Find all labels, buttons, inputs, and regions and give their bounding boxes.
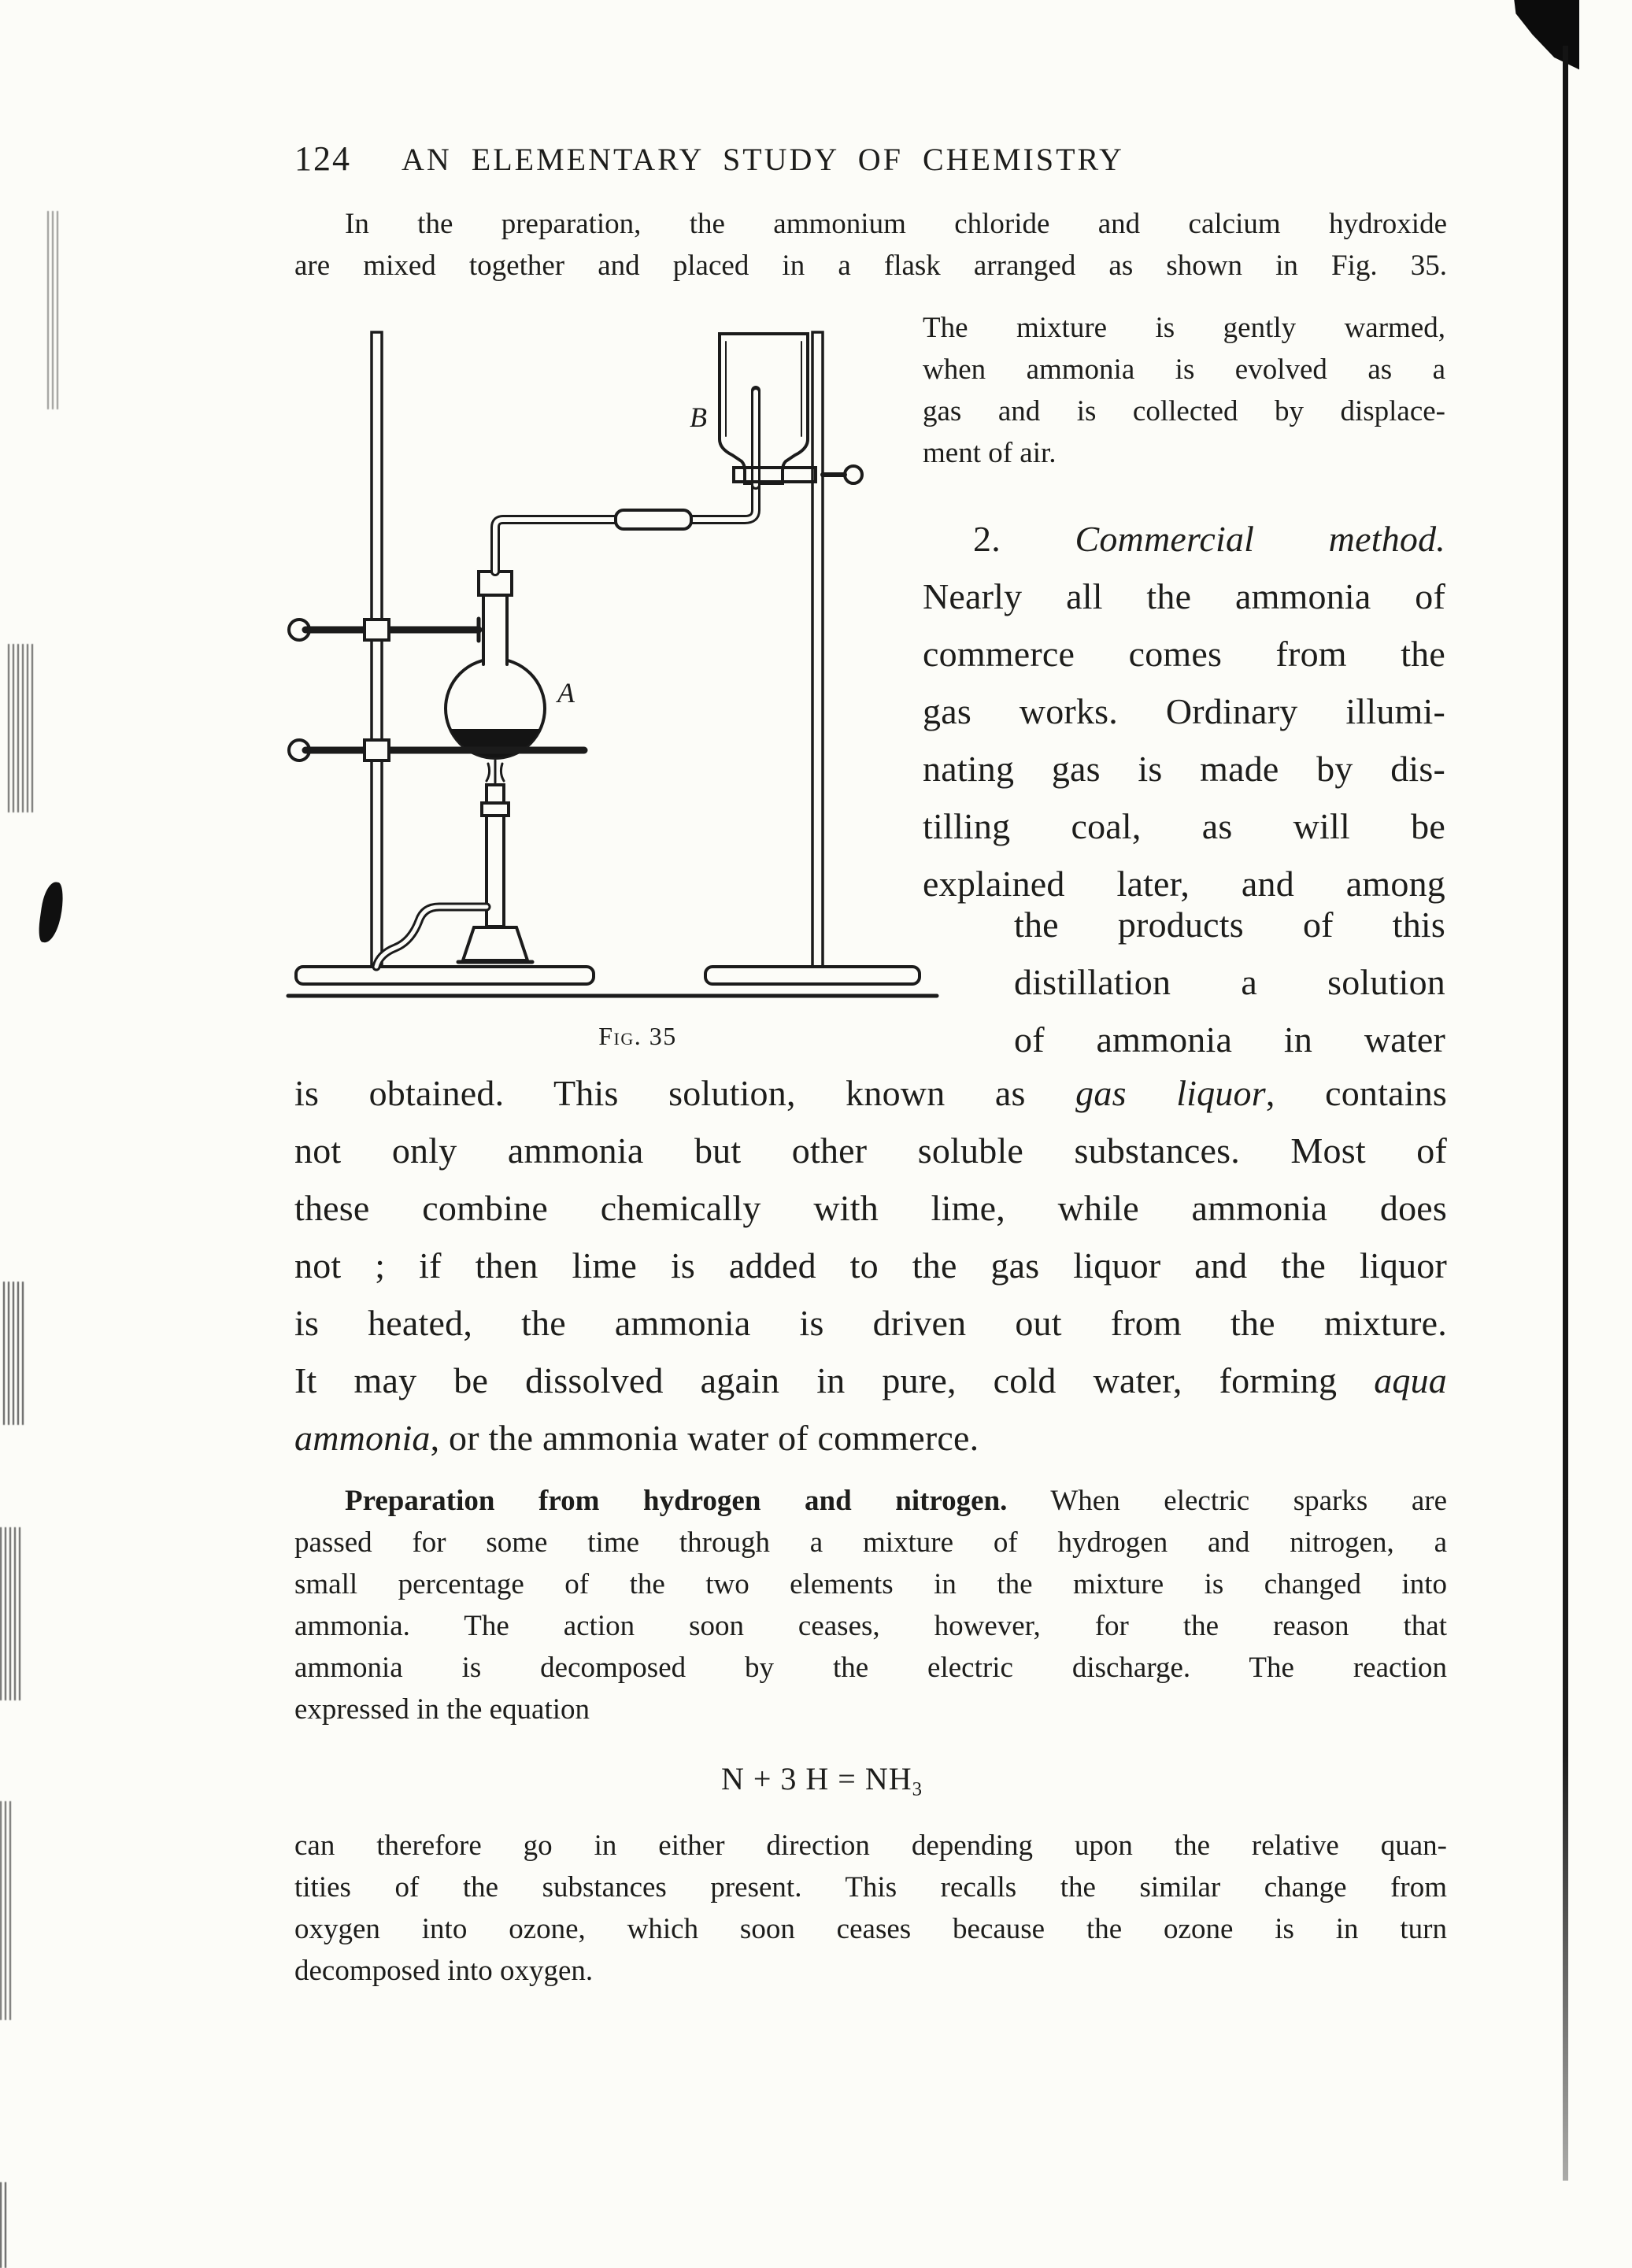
left-stand-base (296, 967, 594, 984)
text-line (294, 1480, 1447, 1522)
bottle-clamp-knob (845, 466, 862, 483)
text-segment: of ammonia in water (1014, 1019, 1445, 1060)
text-line (294, 1647, 1447, 1689)
text-segment: distillation a solution (1014, 962, 1445, 1002)
text-line (923, 625, 1445, 683)
text-segment: 2. (973, 519, 1001, 559)
running-title: AN ELEMENTARY STUDY OF CHEMISTRY (402, 142, 1124, 177)
burner-base (463, 927, 527, 960)
text-line (923, 510, 1445, 568)
text-segment: explained later, and among (923, 864, 1445, 904)
scan-artifact-left-2 (8, 644, 35, 812)
text-line (1014, 953, 1445, 1011)
text-line (923, 683, 1445, 740)
text-segment: Nearly all the ammonia of (923, 576, 1445, 616)
figure-35-illustration (285, 321, 940, 1017)
scan-artifact-left-1 (47, 211, 60, 409)
text-line (923, 307, 1445, 349)
figure-caption: Fig. 35 (598, 1022, 677, 1050)
page-header (294, 139, 1452, 179)
text-line (923, 349, 1445, 390)
text-segment: decomposed into oxygen. (294, 1955, 594, 1987)
text-segment: ammonia (294, 1418, 431, 1458)
text-segment: Preparation from hydrogen and nitrogen. (345, 1485, 1008, 1517)
text-line (294, 203, 1447, 245)
collection-bottle (720, 334, 808, 483)
text-line (294, 1352, 1447, 1409)
text-segment: gas liquor (1075, 1073, 1266, 1113)
text-line (294, 1522, 1447, 1563)
text-line (1014, 896, 1445, 953)
paragraph-intro (294, 203, 1447, 287)
text-segment: tities of the substances present. This recalls the similar change from (294, 1871, 1447, 1904)
scan-artifact-left-3 (3, 1282, 27, 1425)
text-line (294, 1908, 1447, 1950)
text-segment: small percentage of the two elements in the mixture is changed into (294, 1568, 1447, 1600)
right-stand-rod (812, 332, 823, 967)
scan-artifact-left-4 (0, 1527, 20, 1700)
scan-artifact-left-5 (0, 1801, 14, 2020)
text-segment: not ; if then lime is added to the gas liquor and the liquor (294, 1245, 1447, 1286)
text-segment: commerce comes from the (923, 634, 1445, 674)
text-segment: the products of this (1014, 905, 1445, 945)
text-line (294, 1064, 1447, 1122)
text-segment: N + 3 H = NH (720, 1761, 912, 1796)
text-segment: Commercial method. (1075, 519, 1445, 559)
text-line (923, 740, 1445, 797)
text-segment: When electric sparks are (1007, 1485, 1447, 1517)
scan-artifact-right-edge-line (1563, 46, 1568, 2181)
rubber-connector (616, 510, 691, 529)
text-segment: ment of air. (923, 437, 1057, 469)
label-flask-a: A (557, 677, 575, 709)
paragraph-gas-liquor (294, 1064, 1447, 1467)
text-segment: ammonia. The action soon ceases, however, for the reason that (294, 1610, 1447, 1642)
text-segment: these combine chemically with lime, while ammonia does (294, 1188, 1447, 1228)
text-segment: is obtained. This solution, known as (294, 1073, 1076, 1113)
text-segment: The mixture is gently warmed, (923, 312, 1445, 344)
label-bottle-b: B (690, 401, 707, 433)
text-segment: oxygen into ozone, which soon ceases because the ozone is in turn (294, 1913, 1447, 1945)
text-line (294, 1409, 1447, 1467)
text-segment: expressed in the equation (294, 1693, 590, 1726)
text-line (923, 390, 1445, 432)
text-line (923, 797, 1445, 855)
text-segment: not only ammonia but other soluble substances. Most of (294, 1130, 1447, 1171)
text-segment: tilling coal, as will be (923, 806, 1445, 846)
text-line (923, 432, 1445, 474)
text-segment: aqua (1374, 1360, 1447, 1400)
paragraph-warmed (923, 307, 1445, 474)
paragraph-commercial-method (923, 510, 1445, 912)
text-segment: It may be dissolved again in pure, cold water, forming (294, 1360, 1375, 1400)
flame (487, 760, 504, 783)
text-segment: , or the ammonia water of commerce. (430, 1418, 979, 1458)
text-segment (1001, 519, 1075, 559)
text-line (294, 245, 1447, 287)
right-stand-base (705, 967, 920, 984)
text-segment: 3 (912, 1778, 923, 1800)
paragraph-preparation (294, 1480, 1447, 1730)
burner-collar (482, 803, 509, 816)
text-segment: ammonia is decomposed by the electric discharge. The reaction (294, 1652, 1447, 1684)
text-line (294, 1122, 1447, 1179)
text-line (294, 1563, 1447, 1605)
ring-clamp-block (365, 740, 389, 760)
text-line (294, 1825, 1447, 1867)
text-line (294, 1237, 1447, 1294)
text-line (294, 1605, 1447, 1647)
text-line (1014, 1011, 1445, 1068)
text-segment: can therefore go in either direction depending upon the relative quan- (294, 1830, 1447, 1862)
text-segment: is heated, the ammonia is driven out from the mixture. (294, 1303, 1447, 1343)
scan-artifact-ink-blob (37, 881, 66, 945)
text-segment: are mixed together and placed in a flask arranged as shown in Fig. 35. (294, 250, 1447, 282)
paragraph-ozone-comparison (294, 1825, 1447, 1992)
text-segment: gas and is collected by displace- (923, 395, 1445, 427)
text-line (294, 1867, 1447, 1908)
text-segment: passed for some time through a mixture of hydrogen and nitrogen, a (294, 1526, 1447, 1559)
paragraph-commercial-method-cont (1014, 896, 1445, 1068)
text-line (294, 1760, 1349, 1800)
text-line (923, 568, 1445, 625)
text-line (294, 1950, 1447, 1992)
text-segment: when ammonia is evolved as a (923, 353, 1445, 386)
text-segment: In the preparation, the ammonium chloride and calcium hydroxide (345, 208, 1447, 240)
text-line (294, 1689, 1447, 1730)
upper-clamp-block (365, 620, 389, 640)
chemical-equation (294, 1760, 1349, 1800)
text-line (294, 1179, 1447, 1237)
text-segment: , contains (1265, 1073, 1447, 1113)
left-stand-rod (372, 332, 382, 967)
scan-artifact-left-6 (0, 2182, 9, 2268)
page-number: 124 (294, 139, 351, 178)
text-segment: nating gas is made by dis- (923, 749, 1445, 789)
text-segment: gas works. Ordinary illumi- (923, 691, 1445, 731)
text-line (294, 1294, 1447, 1352)
